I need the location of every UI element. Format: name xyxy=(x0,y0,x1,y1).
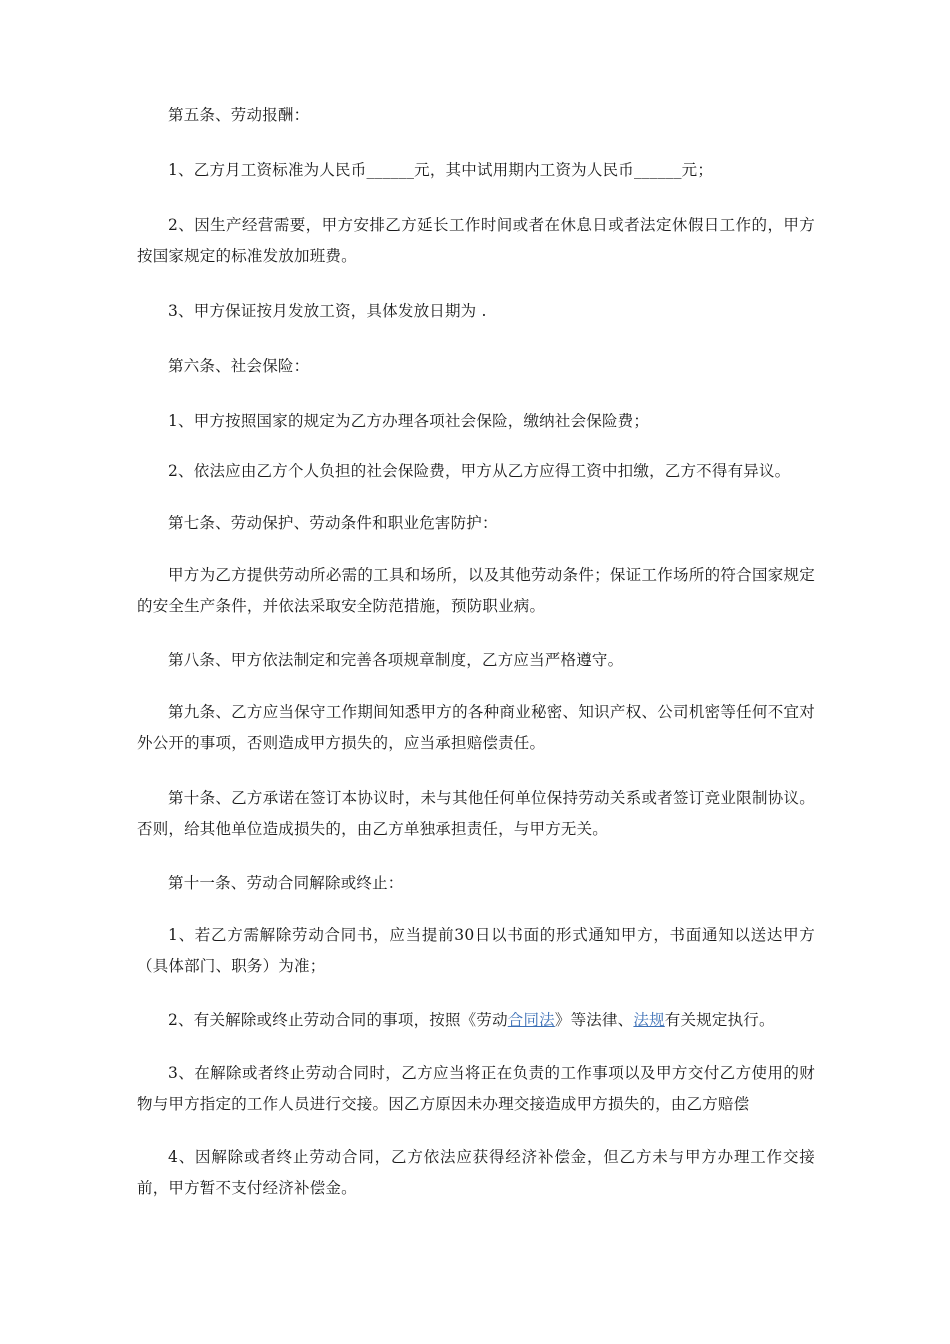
article-11-item-2-text-c: 有关规定执行。 xyxy=(664,1011,775,1029)
article-11-item-3: 3、在解除或者终止劳动合同时，乙方应当将正在负责的工作事项以及甲方交付乙方使用的财物与甲方指定的工作人员进行交接。因乙方原因未办理交接造成甲方损失的，由乙方赔偿 xyxy=(137,1064,815,1113)
article-11-item-2-text-b: 》等法律、 xyxy=(554,1011,634,1029)
article-5-item-1: 1、乙方月工资标准为人民币______元，其中试用期内工资为人民币______元； xyxy=(168,161,714,179)
article-11-item-1: 1、若乙方需解除劳动合同书，应当提前30日以书面的形式通知甲方，书面通知以送达甲方 （具体部门、职务）为准； xyxy=(137,926,815,975)
article-6-item-2: 2、依法应由乙方个人负担的社会保险费，甲方从乙方应得工资中扣缴，乙方不得有异议。 xyxy=(168,462,791,480)
regulations-link[interactable]: 法规 xyxy=(633,1011,665,1029)
article-11-item-2-text-a: 2、有关解除或终止劳动合同的事项，按照《劳动 xyxy=(168,1011,508,1029)
article-8: 第八条、甲方依法制定和完善各项规章制度，乙方应当严格遵守。 xyxy=(168,651,624,669)
article-11-heading: 第十一条、劳动合同解除或终止： xyxy=(168,874,404,892)
article-9: 第九条、乙方应当保守工作期间知悉甲方的各种商业秘密、知识产权、公司机密等任何不宜对外公开的事项，否则造成甲方损失的，应当承担赔偿责任。 xyxy=(137,703,815,752)
article-5-heading: 第五条、劳动报酬： xyxy=(168,106,310,124)
article-7-body: 甲方为乙方提供劳动所必需的工具和场所，以及其他劳动条件；保证工作场所的符合国家规定的安全生产条件，并依法采取安全防范措施，预防职业病。 xyxy=(137,566,815,615)
article-5-item-3: 3、甲方保证按月发放工资，具体发放日期为 . xyxy=(168,302,487,320)
article-11-item-2 xyxy=(137,1005,815,1036)
article-11-item-4: 4、因解除或者终止劳动合同，乙方依法应获得经济补偿金，但乙方未与甲方办理工作交接前，甲方暂不支付经济补偿金。 xyxy=(137,1148,815,1197)
article-5-item-2: 2、因生产经营需要，甲方安排乙方延长工作时间或者在休息日或者法定休假日工作的，甲方按国家规定的标准发放加班费。 xyxy=(137,216,815,265)
article-7-heading: 第七条、劳动保护、劳动条件和职业危害防护： xyxy=(168,514,498,532)
contract-law-link[interactable]: 合同法 xyxy=(507,1011,555,1029)
article-6-heading: 第六条、社会保险： xyxy=(168,357,310,375)
article-10: 第十条、乙方承诺在签订本协议时，未与其他任何单位保持劳动关系或者签订竞业限制协议。否则，给其他单位造成损失的，由乙方单独承担责任，与甲方无关。 xyxy=(137,789,815,838)
article-6-item-1: 1、甲方按照国家的规定为乙方办理各项社会保险，缴纳社会保险费； xyxy=(168,412,650,430)
